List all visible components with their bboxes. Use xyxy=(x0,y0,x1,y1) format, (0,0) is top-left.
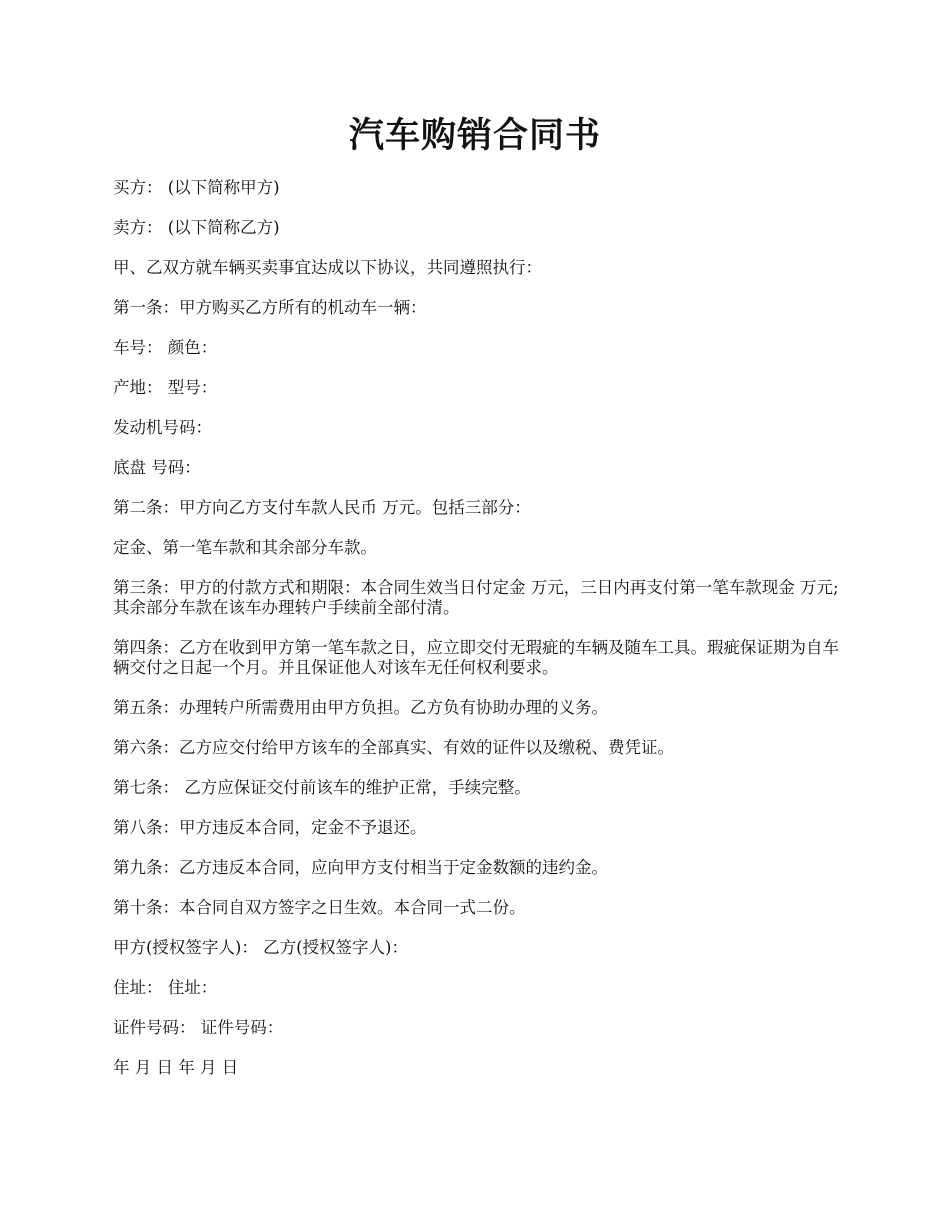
id-number-line: 证件号码： 证件号码： xyxy=(113,1018,284,1037)
agreement-intro: 甲、乙双方就车辆买卖事宜达成以下协议，共同遵照执行： xyxy=(113,258,542,277)
article-1: 第一条：甲方购买乙方所有的机动车一辆： xyxy=(113,298,427,317)
article-10: 第十条：本合同自双方签字之日生效。本合同一式二份。 xyxy=(113,898,526,917)
article-7: 第七条： 乙方应保证交付前该车的维护正常，手续完整。 xyxy=(113,778,531,797)
seller-line: 卖方： (以下简称乙方) xyxy=(113,218,280,237)
article-9: 第九条：乙方违反本合同，应向甲方支付相当于定金数额的违约金。 xyxy=(113,858,608,877)
engine-number: 发动机号码： xyxy=(113,418,212,437)
buyer-line: 买方： (以下简称甲方) xyxy=(113,178,280,197)
article-6: 第六条：乙方应交付给甲方该车的全部真实、有效的证件以及缴税、费凭证。 xyxy=(113,738,674,757)
chassis-number: 底盘 号码： xyxy=(113,458,201,477)
document-title: 汽车购销合同书 xyxy=(348,115,601,156)
article-3: 第三条：甲方的付款方式和期限：本合同生效当日付定金 万元，三日内再支付第一笔车款现金 万元;其余部分车款在该车办理转户手续前全部付清。 xyxy=(113,578,839,617)
document-body xyxy=(113,178,843,1098)
article-2-detail: 定金、第一笔车款和其余部分车款。 xyxy=(113,538,377,557)
article-8: 第八条：甲方违反本合同，定金不予退还。 xyxy=(113,818,427,837)
address-line: 住址： 住址： xyxy=(113,978,218,997)
article-5: 第五条：办理转户所需费用由甲方负担。乙方负有协助办理的义务。 xyxy=(113,698,608,717)
date-line: 年 月 日 年 月 日 xyxy=(113,1058,239,1077)
article-2: 第二条：甲方向乙方支付车款人民币 万元。包括三部分： xyxy=(113,498,531,517)
signatories-line: 甲方(授权签字人)： 乙方(授权签字人)： xyxy=(113,938,408,957)
vehicle-origin-model: 产地： 型号： xyxy=(113,378,218,397)
vehicle-plate-color: 车号： 颜色： xyxy=(113,338,218,357)
article-4: 第四条：乙方在收到甲方第一笔车款之日，应立即交付无瑕疵的车辆及随车工具。瑕疵保证期为自车辆交付之日起一个月。并且保证他人对该车无任何权利要求。 xyxy=(113,638,839,677)
